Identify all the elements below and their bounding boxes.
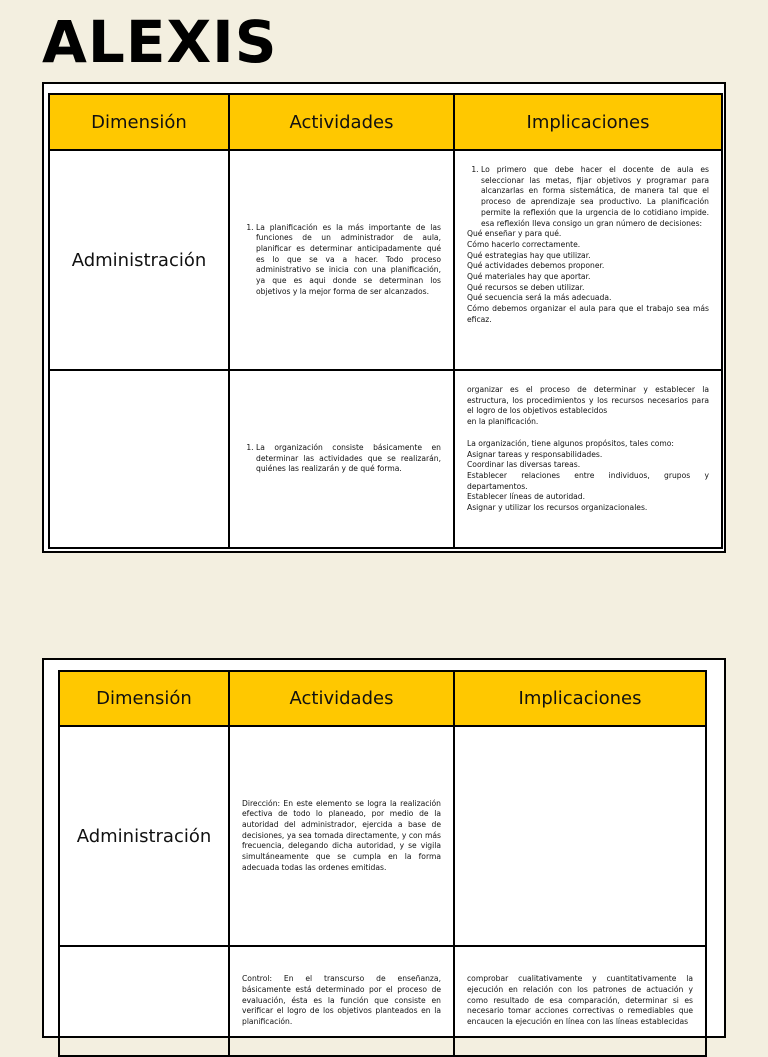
implication-line: Establecer líneas de autoridad. xyxy=(467,492,586,502)
implication-intro: en la planificación. xyxy=(467,417,539,427)
implication-line: Qué actividades debemos proponer. xyxy=(467,261,605,271)
dimension-cell xyxy=(49,370,229,548)
dimension-cell: Administración xyxy=(59,726,229,946)
implication-line: Qué recursos se deben utilizar. xyxy=(467,282,585,292)
header-implications: Implicaciones xyxy=(454,671,706,726)
implication-line: Cómo hacerlo correctamente. xyxy=(467,239,581,249)
activity-text: 1. La organización consiste básicamente en determinar las actividades que se realizarán, quiénes las realizarán y de qué forma. xyxy=(256,443,441,475)
activity-text: 1. La planificación es la más importante de las funciones de un administrador de aula, planificar es determinar anticipadamente qué es lo que se va a hacer. Todo proceso administrativo se inicia con una planificación, ya que es aqui donde se determinan los objetivos y la mejor forma de ser alcanzados. xyxy=(256,223,441,298)
implication-line: Qué enseñar y para qué. xyxy=(467,229,562,239)
implication-line: Coordinar las diversas tareas. xyxy=(467,460,581,470)
header-implications: Implicaciones xyxy=(454,94,722,150)
implication-line: Asignar y utilizar los recursos organizacionales. xyxy=(467,503,648,513)
activity-cell: Control: En el transcurso de enseñanza, básicamente está determinado por el proceso de evaluación, ésta es la función que consiste en verificar el logro de los objetivos planteados en la planificación. xyxy=(229,946,454,1056)
implication-line: Asignar tareas y responsabilidades. xyxy=(467,449,603,459)
implication-line: La organización, tiene algunos propósitos, tales como: xyxy=(467,438,674,448)
header-activities: Actividades xyxy=(229,671,454,726)
implication-cell xyxy=(454,150,722,370)
dimension-cell: Administración xyxy=(49,150,229,370)
implication-line: Qué secuencia será la más adecuada. xyxy=(467,293,612,303)
implication-cell: comprobar cualitativamente y cuantitativamente la ejecución en relación con los patrones de actuación y como resultado de esa comparación, determinar si es necesario tomar acciones correctivas o remediables que encaucen la ejecución en línea con las líneas establecidas xyxy=(454,946,706,1056)
implication-cell xyxy=(454,370,722,548)
page-title: ALEXIS xyxy=(42,8,278,76)
implication-item: 1. Lo primero que debe hacer el docente de aula es seleccionar las metas, fijar objetivos y programar para alcanzarlas en forma sistemática, de manera tal que el proceso de aprendizaje sea productivo. La planificación permite la reflexión que la urgencia de lo cotidiano impide. esa reflexión lleva consigo un gran número de decisiones: xyxy=(481,165,709,229)
implication-intro: organizar es el proceso de determinar y establecer la estructura, los procedimientos y los recursos necesarios para el logro de los objetivos establecidos xyxy=(467,385,709,416)
implication-line: Qué estrategias hay que utilizar. xyxy=(467,250,591,260)
activity-cell xyxy=(229,370,454,548)
table-2 xyxy=(58,670,707,1057)
dimension-cell xyxy=(59,946,229,1056)
header-dimension: Dimensión xyxy=(49,94,229,150)
implication-line: Establecer relaciones entre individuos, grupos y departamentos. xyxy=(467,470,709,491)
activity-cell xyxy=(229,150,454,370)
table-1 xyxy=(48,93,723,549)
header-dimension: Dimensión xyxy=(59,671,229,726)
implication-cell xyxy=(454,726,706,946)
implication-line: Cómo debemos organizar el aula para que el trabajo sea más eficaz. xyxy=(467,304,709,324)
activity-cell: Dirección: En este elemento se logra la realización efectiva de todo lo planeado, por medio de la autoridad del administrador, ejercida a base de decisiones, ya sea tomada directamente, y con más frecuencia, delegando dicha autoridad, y se vigila simultáneamente que se cumpla en la forma adecuada todas las ordenes emitidas. xyxy=(229,726,454,946)
implication-line: Qué materiales hay que aportar. xyxy=(467,272,591,282)
header-activities: Actividades xyxy=(229,94,454,150)
